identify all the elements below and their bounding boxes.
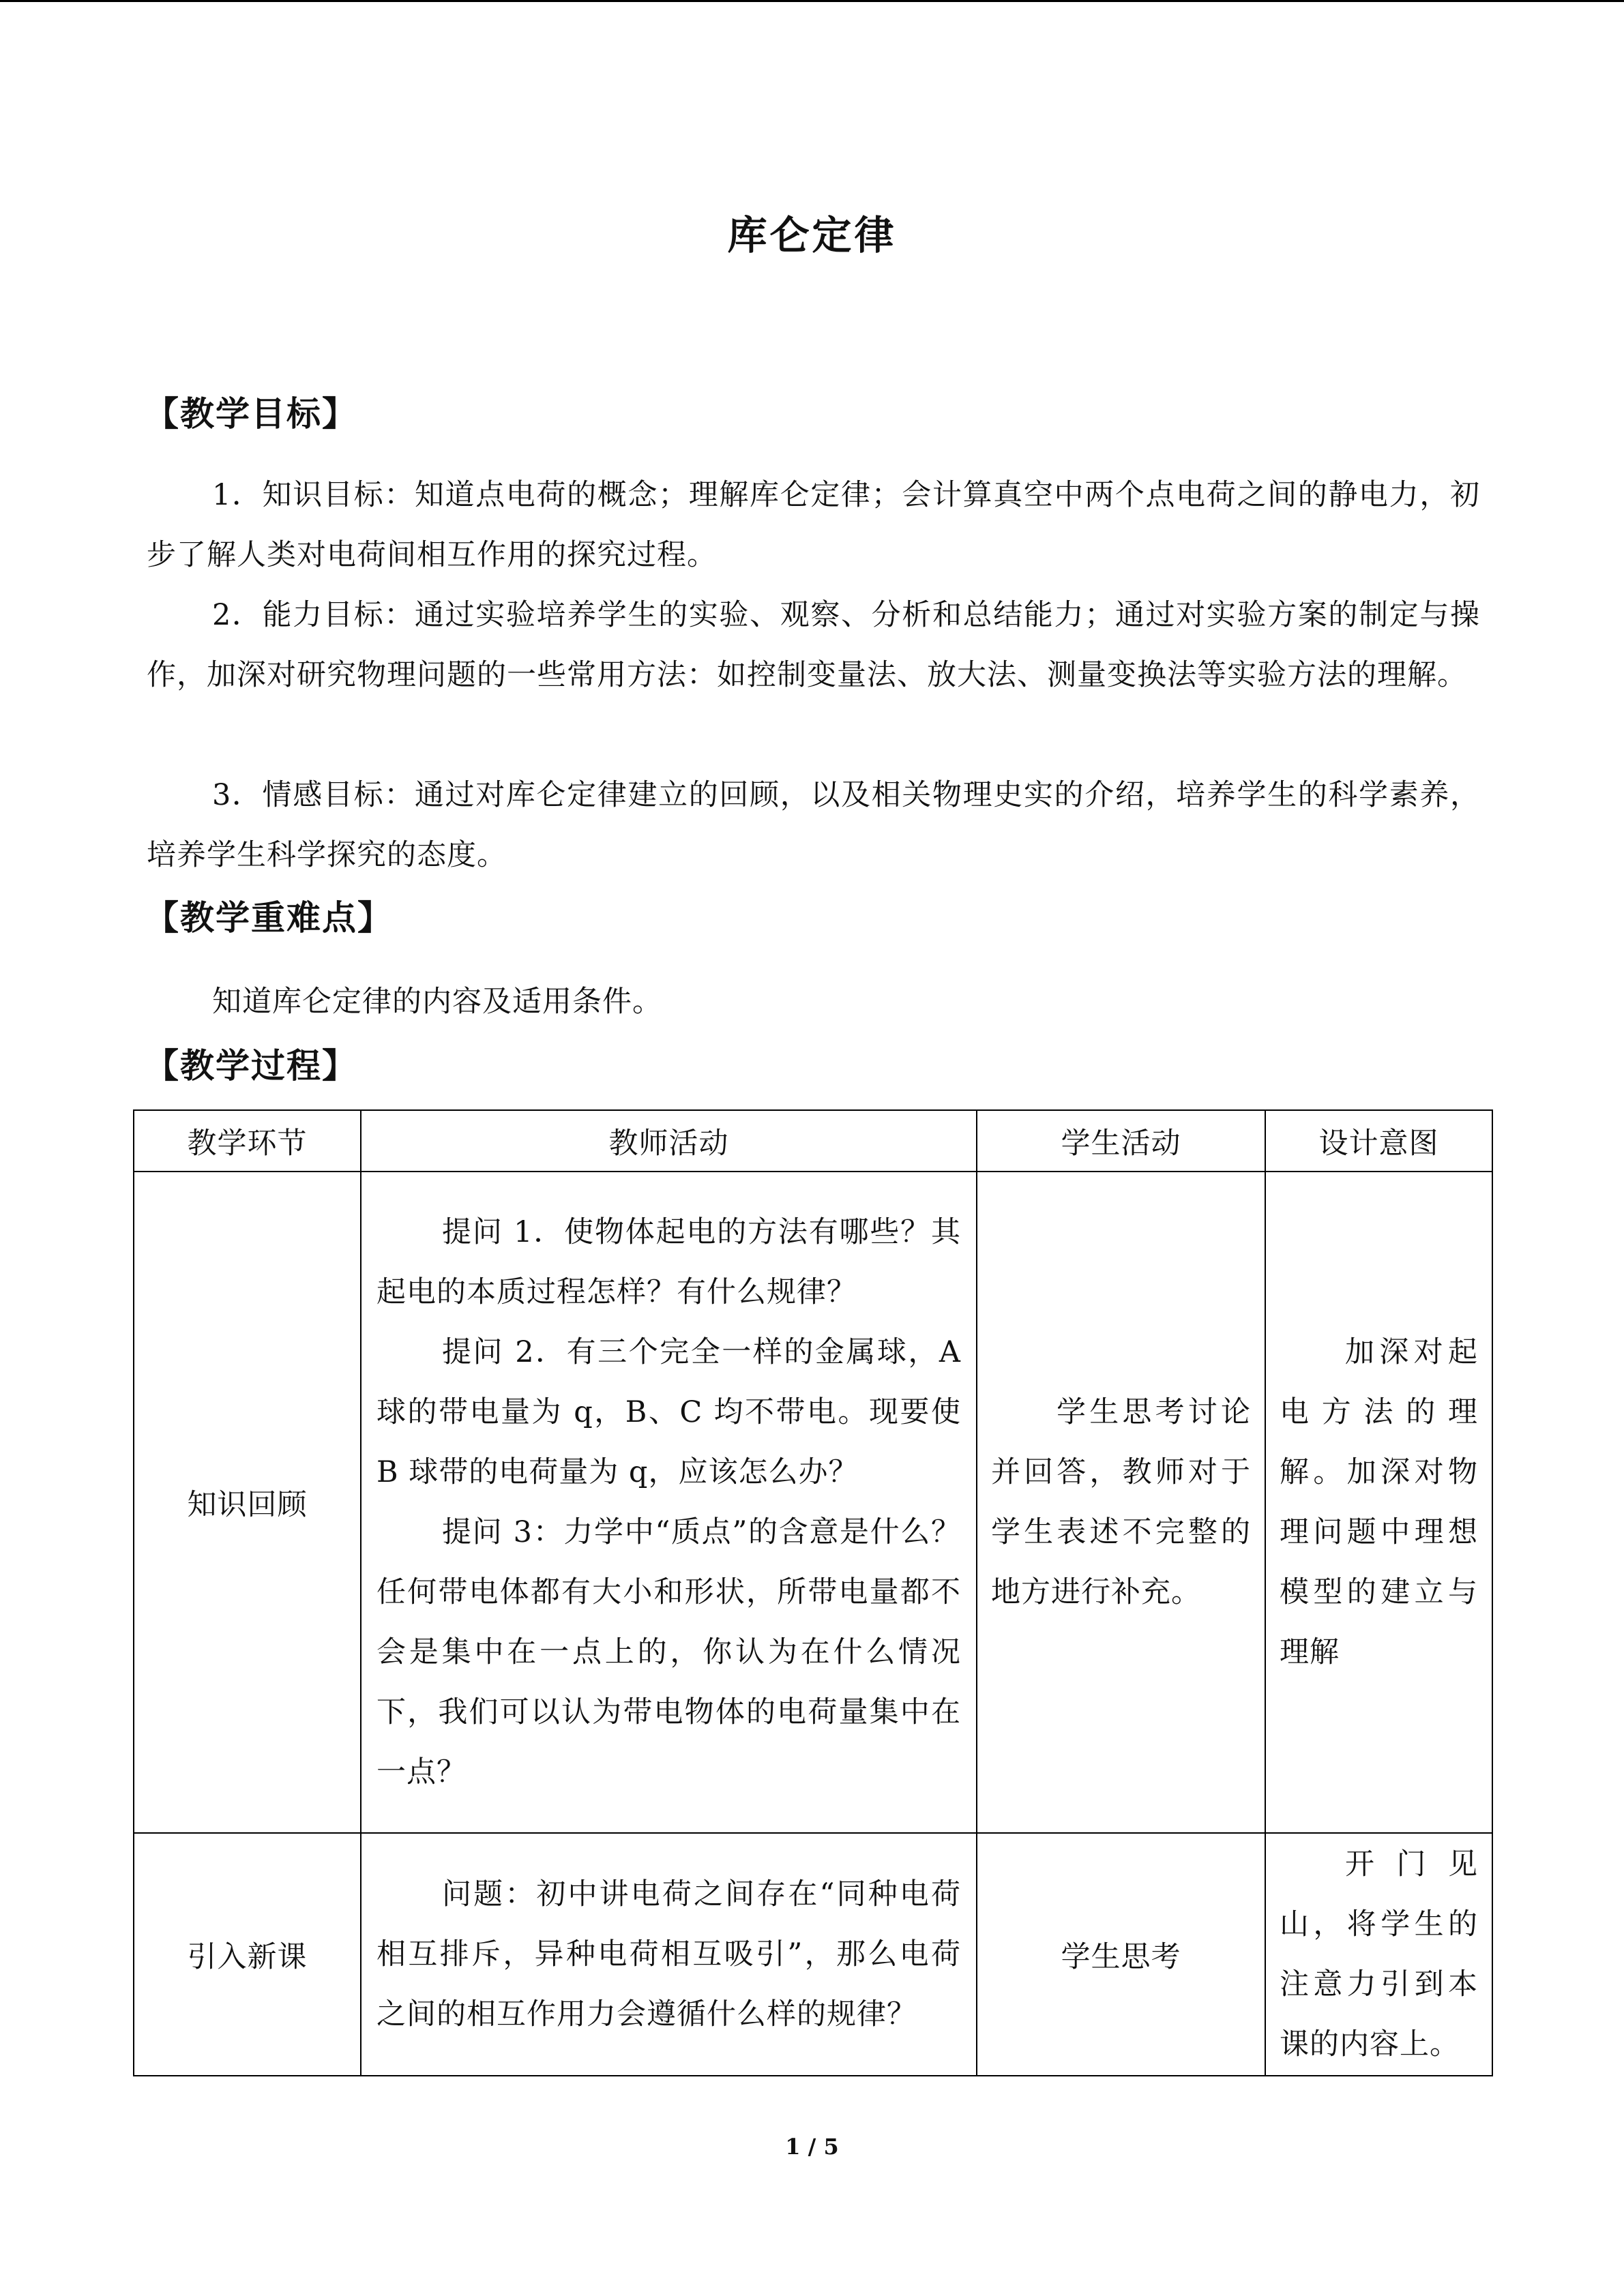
header-student-activity: 学生活动 (977, 1110, 1265, 1172)
student-activity-cell: 学生思考 (977, 1833, 1265, 2076)
heading-teaching-process: 【教学过程】 (145, 1046, 357, 1086)
teacher-question-1: 提问 1．使物体起电的方法有哪些？其起电的本质过程怎样？有什么规律？ (377, 1215, 961, 1309)
teaching-process-table (133, 1109, 1493, 2076)
table-header-row (134, 1110, 1492, 1172)
teacher-question: 问题：初中讲电荷之间存在“同种电荷相互排斥，异种电荷相互吸引”，那么电荷之间的相互作用力会遵循什么样的规律？ (377, 1877, 961, 2031)
page-number: 1 / 5 (785, 2134, 839, 2160)
stage-cell: 知识回顾 (134, 1172, 361, 1833)
header-design-intent: 设计意图 (1265, 1110, 1492, 1172)
teacher-question-3: 提问 3：力学中“质点”的含意是什么？任何带电体都有大小和形状，所带电量都不会是集中在一点上的，你认为在什么情况下，我们可以认为带电物体的电荷量集中在一点？ (377, 1515, 961, 1789)
teacher-question-2: 提问 2．有三个完全一样的金属球，A 球的带电量为 q，B、C 均不带电。现要使 B 球带的电荷量为 q，应该怎么办？ (377, 1335, 961, 1489)
teacher-activity-cell (361, 1833, 977, 2076)
teacher-activity-cell (361, 1172, 977, 1833)
stage-cell: 引入新课 (134, 1833, 361, 2076)
design-intent-cell: 开门见山，将学生的注意力引到本课的内容上。 (1265, 1833, 1492, 2076)
key-points-text: 知道库仑定律的内容及适用条件。 (212, 985, 662, 1019)
objective-knowledge: 1．知识目标：知道点电荷的概念；理解库仑定律；会计算真空中两个点电荷之间的静电力，初步了解人类对电荷间相互作用的探究过程。 (147, 478, 1480, 572)
heading-key-points: 【教学重难点】 (145, 898, 393, 938)
table-row (134, 1172, 1492, 1833)
heading-teaching-objectives: 【教学目标】 (145, 394, 357, 434)
header-stage: 教学环节 (134, 1110, 361, 1172)
design-intent-cell: 加深对起电方法的理解。加深对物理问题中理想模型的建立与理解 (1265, 1172, 1492, 1833)
objective-ability: 2．能力目标：通过实验培养学生的实验、观察、分析和总结能力；通过对实验方案的制定与操作，加深对研究物理问题的一些常用方法：如控制变量法、放大法、测量变换法等实验方法的理解。 (147, 598, 1480, 692)
student-activity-cell: 学生思考讨论并回答，教师对于学生表述不完整的地方进行补充。 (977, 1172, 1265, 1833)
header-teacher-activity: 教师活动 (361, 1110, 977, 1172)
table-row (134, 1833, 1492, 2076)
objective-emotion: 3．情感目标：通过对库仑定律建立的回顾，以及相关物理史实的介绍，培养学生的科学素养，培养学生科学探究的态度。 (147, 778, 1480, 872)
page-title: 库仑定律 (727, 212, 897, 258)
